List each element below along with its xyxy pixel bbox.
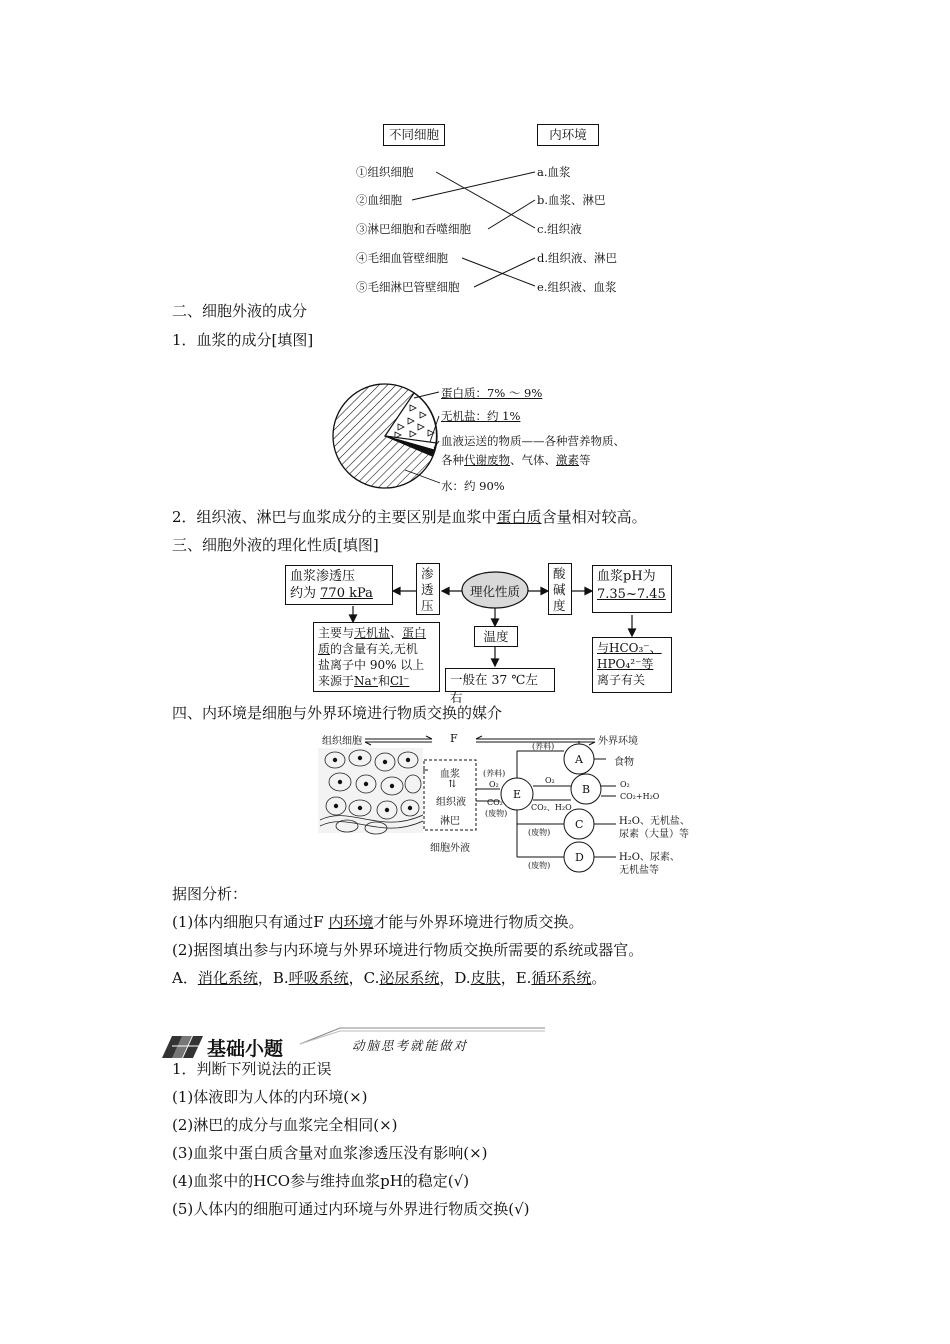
- food-label: 食物: [614, 757, 634, 768]
- waste-label-d: (废物): [528, 861, 551, 870]
- acid-label-box: 酸碱度: [548, 563, 572, 615]
- quiz-item: (1)体液即为人体的内环境(×): [172, 1088, 368, 1106]
- analysis-q1: (1)体内细胞只有通过F 内环境才能与外界环境进行物质交换。: [172, 913, 584, 931]
- match-right-c: c.组织液: [537, 222, 582, 236]
- pie-transport-line2: 各种代谢废物、气体、激素等: [441, 453, 591, 467]
- osmotic-value-box: 血浆渗透压 约为 770 kPa: [285, 565, 393, 605]
- ph-value-box: 血浆pH为 7.35~7.45: [592, 565, 672, 613]
- quiz-item: (5)人体内的细胞可通过内环境与外界进行物质交换(√): [172, 1200, 530, 1218]
- match-left-4: ④毛细血管壁细胞: [356, 251, 448, 265]
- D-label: D: [575, 851, 584, 864]
- match-left-1: ①组织细胞: [356, 165, 414, 179]
- C-label: C: [575, 818, 584, 831]
- o2-label-b: O₂: [545, 776, 555, 785]
- analysis-title: 据图分析：: [172, 885, 248, 903]
- quiz-item: (4)血浆中的HCO参与维持血浆pH的稳定(√): [172, 1172, 470, 1190]
- match-right-d: d.组织液、淋巴: [537, 251, 618, 265]
- match-right-e: e.组织液、血浆: [537, 280, 617, 294]
- match-left-3: ③淋巴细胞和吞噬细胞: [356, 222, 471, 236]
- c-output-1: H₂O、无机盐、: [619, 816, 690, 827]
- d-output-1: H₂O、尿素、: [619, 852, 680, 863]
- nutrients-label-2: (养料): [483, 769, 506, 778]
- o2-label-c: O₂: [620, 780, 630, 789]
- banner-title: 基础小题: [207, 1038, 284, 1060]
- tissue-cells-label: 组织细胞: [322, 736, 362, 747]
- tissue-fluid-label: 组织液: [436, 797, 466, 808]
- waste-label-c: (废物): [528, 828, 551, 837]
- analysis-q3: A．消化系统，B.呼吸系统，C.泌尿系统，D.皮肤，E.循环系统。: [172, 969, 607, 987]
- nutrients-label-1: (养料): [532, 742, 555, 751]
- plasma-pie: [333, 384, 440, 488]
- pie-salt-label: 无机盐：约 1%: [441, 409, 521, 423]
- match-right-a: a.血浆: [537, 165, 571, 179]
- ecf-label: 细胞外液: [430, 843, 470, 854]
- center-label: 理化性质: [469, 584, 520, 599]
- co2h2o-label-b: CO₂+H₂O: [620, 792, 660, 801]
- outside-label: 外界环境: [598, 736, 638, 747]
- o2-label-a: O₂: [489, 780, 499, 789]
- pie-water-label: 水：约 90%: [441, 479, 505, 493]
- analysis-q2: (2)据图填出参与内环境与外界环境进行物质交换所需要的系统或器官。: [172, 941, 644, 959]
- osmotic-label-box: 渗透压: [416, 563, 440, 615]
- pie-protein-label: 蛋白质：7% ～ 9%: [441, 386, 543, 400]
- quiz-item: (3)血浆中蛋白质含量对血浆渗透压没有影响(×): [172, 1144, 488, 1162]
- banner-subtitle: 动脑思考就能做对: [352, 1038, 469, 1053]
- A-label: A: [575, 753, 583, 766]
- E-label: E: [513, 788, 522, 801]
- quiz-item: (2)淋巴的成分与血浆完全相同(×): [172, 1116, 398, 1134]
- osmotic-note-box: 主要与无机盐、蛋白 质的含量有关,无机 盐离子中 90% 以上 来源于Na⁺和Cl⁻: [313, 622, 440, 692]
- pie-transport-line1: 血液运送的物质——各种营养物质、: [441, 434, 625, 448]
- plasma-label: 血浆: [440, 769, 460, 780]
- d-output-2: 无机盐等: [619, 865, 659, 876]
- sec3-heading: 三、细胞外液的理化性质[填图]: [172, 536, 379, 554]
- match-lines: [412, 172, 535, 287]
- temp-note-box: 一般在 37 ℃左右: [445, 668, 555, 692]
- lymph-label: 淋巴: [440, 816, 460, 827]
- match-left-2: ②血细胞: [356, 193, 402, 207]
- F-label: F: [450, 732, 458, 745]
- match-right-b: b.血浆、淋巴: [537, 193, 606, 207]
- match-right-header: 内环境: [537, 124, 599, 146]
- sec4-heading: 四、内环境是细胞与外界环境进行物质交换的媒介: [172, 704, 503, 722]
- sec2-sub2: 2．组织液、淋巴与血浆成分的主要区别是血浆中蛋白质含量相对较高。: [172, 508, 647, 526]
- temp-label-box: 温度: [474, 626, 518, 647]
- waste-label-a: (废物): [485, 809, 508, 818]
- match-left-header: 不同细胞: [383, 124, 445, 146]
- B-label: B: [582, 783, 591, 796]
- quiz-heading: 1．判断下列说法的正误: [172, 1060, 332, 1078]
- co2h2o-label-a: CO₂、H₂O: [531, 803, 572, 812]
- sec2-heading: 二、细胞外液的成分: [172, 302, 308, 320]
- co2-label-a: CO₂: [487, 798, 503, 807]
- c-output-2: 尿素（大量）等: [619, 829, 689, 840]
- match-left-5: ⑤毛细淋巴管壁细胞: [356, 280, 460, 294]
- ph-note-box: 与HCO₃⁻、 HPO₄²⁻等 离子有关: [592, 637, 672, 693]
- ecf-arrow-1: ⇅: [448, 779, 457, 790]
- sec2-sub1: 1．血浆的成分[填图]: [172, 331, 314, 349]
